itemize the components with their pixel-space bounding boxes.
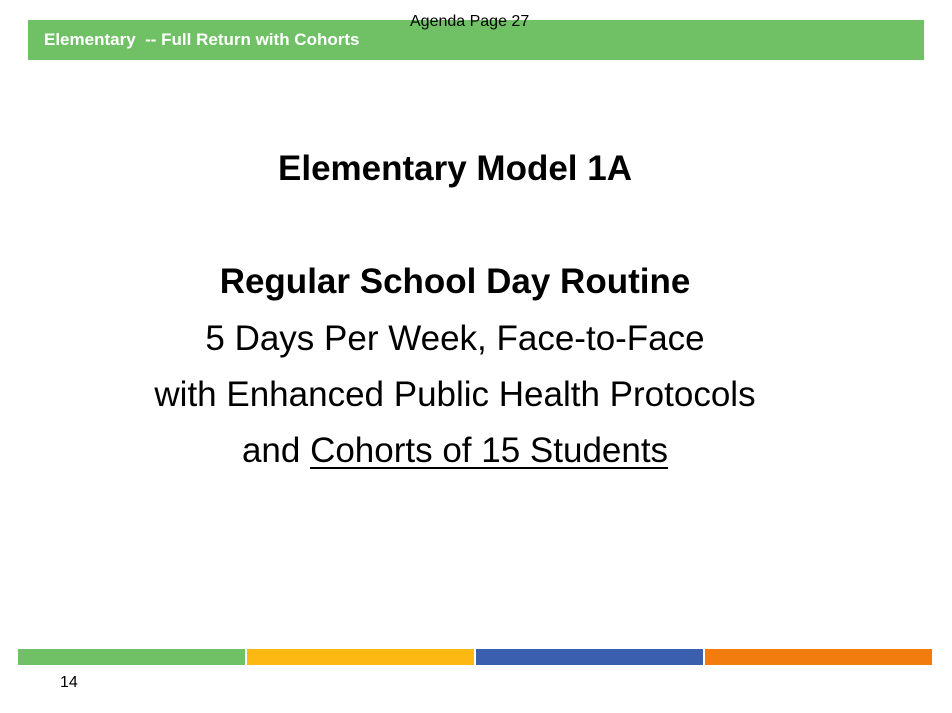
cohorts-prefix: and — [241, 431, 311, 470]
footer-bar-orange — [705, 649, 932, 665]
footer-bar-blue — [476, 649, 703, 665]
agenda-page-label: Agenda Page 27 — [410, 13, 530, 30]
schedule-line: 5 Days Per Week, Face-to-Face — [205, 319, 705, 358]
protocols-line: with Enhanced Public Health Protocols — [154, 375, 756, 414]
footer-bar-green — [18, 649, 245, 665]
routine-title: Regular School Day Routine — [219, 262, 691, 301]
header-title: Elementary -- Full Return with Cohorts — [44, 30, 360, 49]
page-number: 14 — [60, 674, 78, 691]
model-title: Elementary Model 1A — [278, 149, 632, 188]
footer-bar-yellow — [247, 649, 474, 665]
footer-color-bars — [18, 649, 932, 665]
cohorts-line — [0, 430, 910, 472]
cohorts-underlined-text: Cohorts of 15 Students — [310, 431, 669, 470]
